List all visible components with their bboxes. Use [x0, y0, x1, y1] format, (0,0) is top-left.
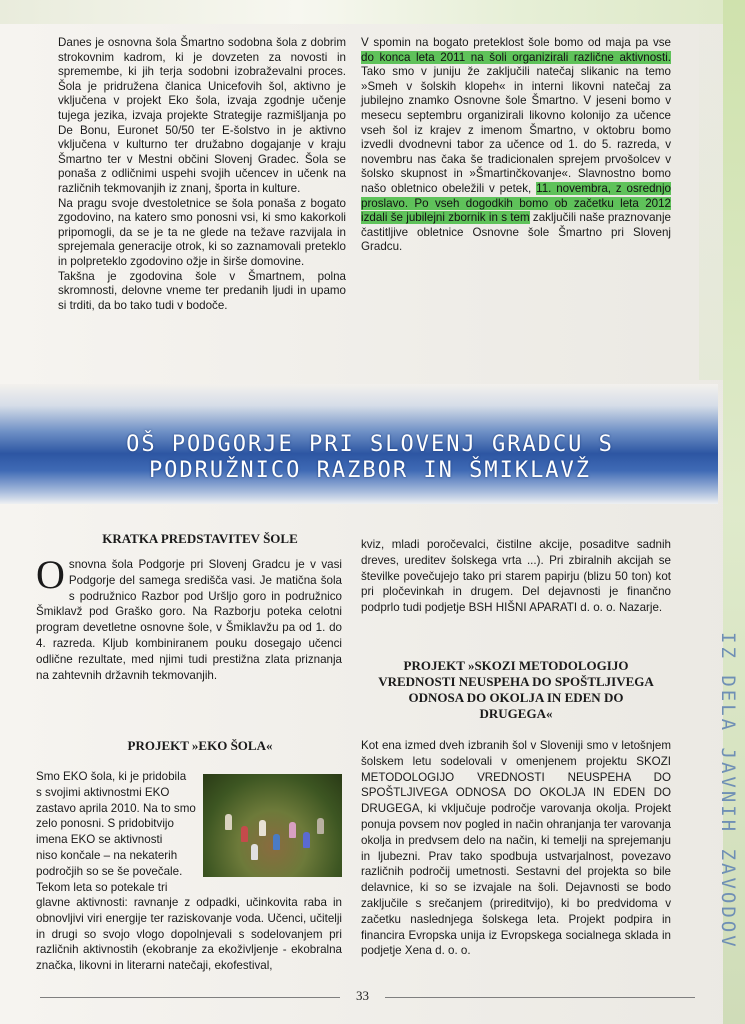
person-figure — [251, 844, 258, 860]
paragraph — [361, 36, 671, 255]
paragraph — [36, 552, 342, 683]
banner-title-line: OŠ PODGORJE PRI SLOVENJ GRADCU S — [126, 432, 614, 457]
paragraph: Na pragu svoje dvestoletnice se šola ponaša z bogato zgodovino, na katero smo ponosni vsi, ki smo kakorkoli pripomogli, da se je ta ne glede na težave razvijala in sprejemala generacije otrok, ki so zaznamovali preteklo in polpreteklo zgodovino ožje in širše domovine. — [58, 196, 346, 268]
highlighted-text: do konca leta 2011 na šoli organizirali različne aktivnosti. — [361, 50, 671, 64]
eko-continued-text — [361, 537, 671, 616]
skozi-text — [361, 738, 671, 959]
text-line: Tekom leta so potekale tri — [36, 880, 168, 894]
text-line: zastavo aprila 2010. Na to smo — [36, 801, 196, 815]
paragraph: glavne aktivnosti: ravnanje z odpadki, učinkovita raba in obnovljivi viri energije ter raziskovanje voda. Učenci, učitelji in drugi so svojo vlogo dopolnjevali s sodelovanjem pri različnih aktivnostih (ekobranje za ekoživljenje - ekobralna značka, likovni in literarni natečaji, ekofestival, — [36, 896, 342, 973]
banner-title-line: PODRUŽNICO RAZBOR IN ŠMIKLAVŽ — [148, 458, 592, 483]
person-figure — [241, 826, 248, 842]
section-heading-kratka: KRATKA PREDSTAVITEV ŠOLE — [102, 531, 298, 546]
top-right-column — [361, 36, 671, 255]
text-run: V spomin na bogato preteklost šole bomo od maja pa vse — [361, 36, 671, 49]
side-section-label: IZ DELA JAVNIH ZAVODOV — [717, 632, 739, 950]
drop-cap: O — [36, 552, 65, 597]
top-left-column — [58, 36, 346, 313]
text-line: Smo EKO šola, ki je pridobila — [36, 770, 187, 783]
text-run: zaključili naše praznovanje častitljive obletnice Osnovne šole Šmartno pri Slovenj Gradcu. — [361, 211, 671, 254]
highlighted-text: 11. novembra, z osrednjo proslavo. Po vseh dogodkih bomo ob začetku leta 2012 izdali še jubilejni zbornik in s tem — [361, 181, 672, 225]
paragraph: kviz, mladi poročevalci, čistilne akcije, posaditve sadnih dreves, ureditev šolskega vrta ...). Pri zbiralnih akcijah se številke povečujejo tako pri starem papirju (blizu 50 ton) kot pri pločevinkah in drugem. Del dejavnosti je finančno podprlo tudi podjetje BSH HIŠNI APARATI d. o. o. Nazarje. — [361, 538, 671, 615]
eko-rest-text — [36, 895, 342, 974]
paragraph: Kot ena izmed dveh izbranih šol v Sloveniji smo v letošnjem šolskem letu sodelovali v omenjenem projektu SKOZI METODOLOGIJO VREDNOSTI NEUSPEHA DO SPOŠTLJIVEGA ODNOSA DO OKOLJA IN EDEN DO DRUGEGA, ki vključuje področje varovanja okolja. Projekt ponuja povsem nov pogled in način ohranjanja ter varovanja okolja in predvsem delo na način, ki temelji na sprejemanju in ljubezni. Prav tako spodbuja ustvarjalnost, povezavo različnih področij umetnosti. Sestavni del projekta so bile delavnice, ki so se izvajale na šoli. Dejavnosti se bodo zaključile s srečanjem (prireditvijo), ki bo predvidoma v začetku naslednjega šolskega leta. Projekt podpira in financira Evropska unija iz Evropskega socialnega sklada in podjetje Xena d. o. o. — [361, 739, 671, 958]
banner-title — [60, 432, 680, 484]
text-line: področjih so se še povečale. — [36, 864, 183, 878]
footer-rule — [385, 997, 695, 998]
eko-wrap-text — [36, 769, 198, 895]
person-figure — [273, 834, 280, 850]
text-line: imena EKO se aktivnosti — [36, 833, 163, 847]
person-figure — [259, 820, 266, 836]
group-photo-image — [203, 774, 342, 877]
person-figure — [303, 832, 310, 848]
person-figure — [225, 814, 232, 830]
footer-rule — [40, 997, 340, 998]
section-heading-skozi: PROJEKT »SKOZI METODOLOGIJO VREDNOSTI NEUSPEHA DO SPOŠTLJIVEGA ODNOSA DO OKOLJA IN EDEN DO DRUGEGA« — [378, 658, 654, 721]
person-figure — [317, 818, 324, 834]
text-line: s svojimi aktivnostmi EKO — [36, 785, 170, 799]
text-run: Tako smo v juniju že zaključili natečaj slikanic na temo »Smeh v šolskih klopeh« in interni likovni natečaj za jubilejno znamko Osnovne šole Šmartno. V jeseni bomo v mesecu septembru organizirali likovno kolonijo za učence vseh šol iz krajev z imenom Šmartno, v oktobru bomo izvedli dvodnevni tabor za učence od 1. do 5. razreda, v novembru nas čaka še tradicionalen sprejem prvošolcev v šolsko skupnost in »Šmartinčkovanje«. Slavnostno bomo našo obletnico obeležili v petek, — [361, 65, 671, 195]
person-figure — [289, 822, 296, 838]
text-run: snovna šola Podgorje pri Slovenj Gradcu je v vasi Podgorje del samega središča vasi. Je matična šola s podružnico Razbor pod Uršljo goro in podružnico Šmiklavž pod Graško goro. Na Razborju poteka celotni program devetletne osnovne šole, v Šmiklavžu pa od 1. do 4. razreda. Kljub kombiniranem pouku dosegajo učenci odlične rezultate, med njimi tudi prestižna zlata priznanja na zahtevnih državnih tekmovanjih. — [36, 558, 342, 682]
section-heading-eko: PROJEKT »EKO ŠOLA« — [127, 738, 273, 753]
kratka-text — [36, 552, 342, 683]
paragraph: Takšna je zgodovina šole v Šmartnem, polna skromnosti, delovne vneme ter predanih ljudi in upamo si trditi, da bo tako tudi v bodoče. — [58, 269, 346, 312]
page-number: 33 — [356, 988, 369, 1003]
text-line: niso končale – na nekaterih — [36, 848, 178, 862]
top-edge-band — [0, 0, 745, 24]
text-line: zelo ponosni. S pridobitvijo — [36, 817, 174, 831]
paragraph: Danes je osnovna šola Šmartno sodobna šola z dobrim strokovnim kadrom, ki je dovzeten za novosti in spremembe, ki jih terja sodobni izobraževalni proces. Šola je pridružena članica Unicefovih šol, aktivno je vključena v projekt Eko šola, izvaja zgodnje učenje tujega jezika, izvaja projekte Strategije razmišljanja po De Bonu, Euronet 50/50 ter E-šolstvo in je aktivno vključena v kulturno ter družabno dogajanje v kraju Šmartno ter v Mestni občini Slovenj Gradec. Šola se ponaša z odličnimi uspehi svojih učencev in učenk na različnih tekmovanjih iz znanj, športa in kulture. — [58, 36, 346, 195]
